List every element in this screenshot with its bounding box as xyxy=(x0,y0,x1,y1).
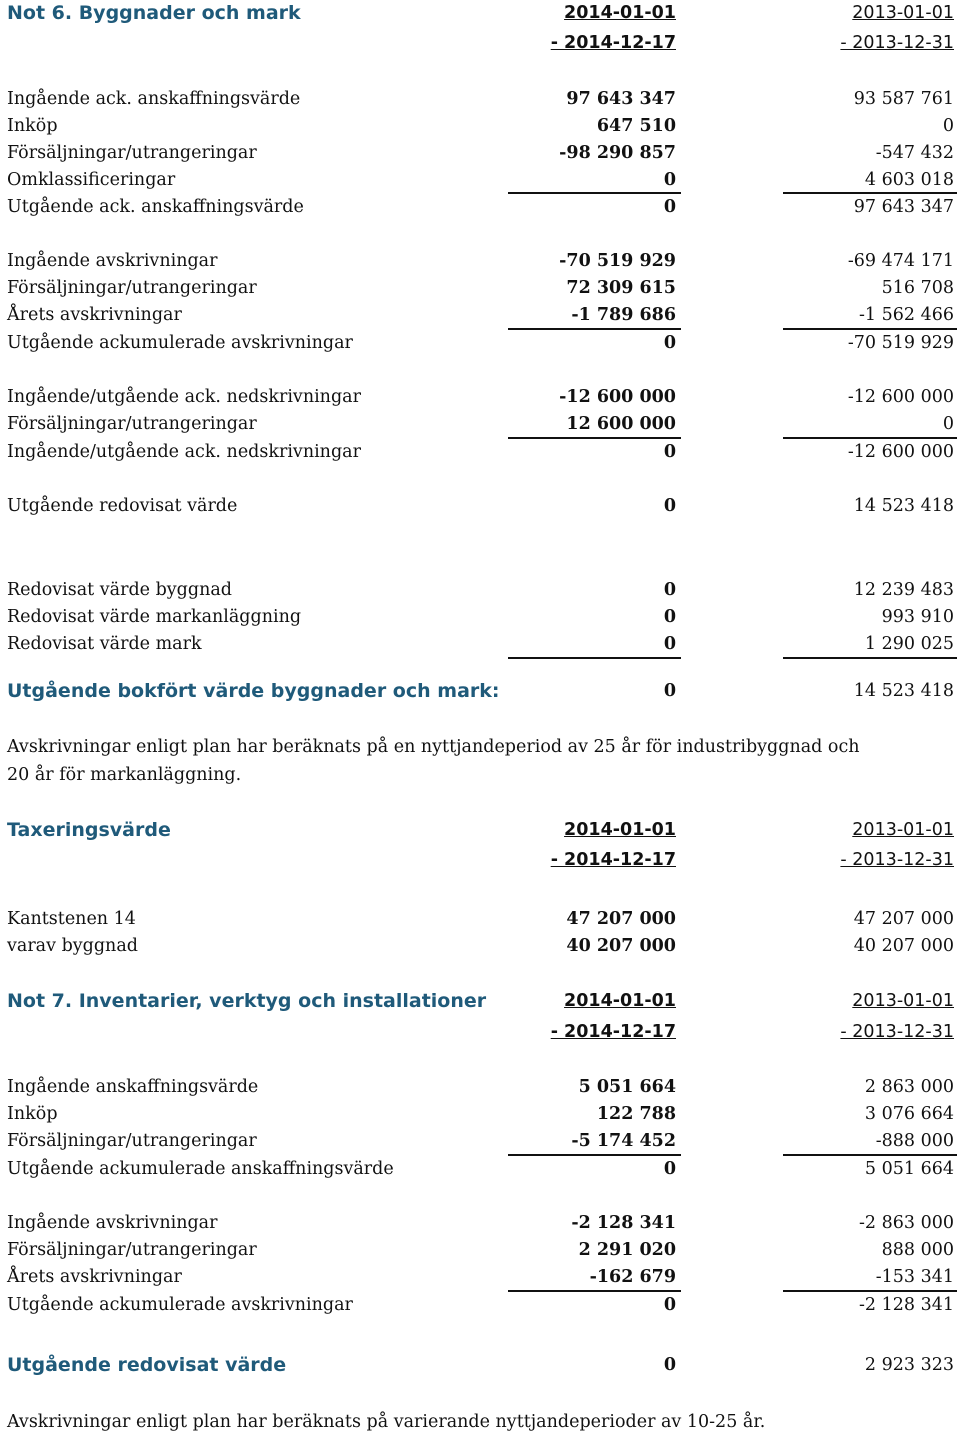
row-value-2014: 0 xyxy=(663,1295,676,1315)
table-row xyxy=(0,1264,960,1291)
row-label: Ingående/utgående ack. nedskrivningar xyxy=(7,387,361,407)
tax-header xyxy=(0,817,960,844)
table-row xyxy=(0,1237,960,1264)
row-value-2014: -70 519 929 xyxy=(559,251,676,271)
table-row xyxy=(0,604,960,631)
row-value-2013: 40 207 000 xyxy=(853,936,954,956)
row-label: Omklassificeringar xyxy=(7,170,176,190)
row-label: Årets avskrivningar xyxy=(7,305,182,325)
row-value-2013: 4 603 018 xyxy=(864,170,954,190)
row-value-2014: 12 600 000 xyxy=(566,414,676,434)
row-value-2014: 47 207 000 xyxy=(566,909,676,929)
note7-total-row xyxy=(0,1352,960,1379)
row-value-2014: 0 xyxy=(663,634,676,654)
table-row xyxy=(0,113,960,140)
row-label: Inköp xyxy=(7,1104,58,1124)
row-label: Utgående redovisat värde xyxy=(7,496,238,516)
row-value-2013: -70 519 929 xyxy=(847,333,954,353)
row-label: Ingående avskrivningar xyxy=(7,1213,218,1233)
row-label: Årets avskrivningar xyxy=(7,1267,182,1287)
tax-header-end xyxy=(0,847,960,874)
tax-title: Taxeringsvärde xyxy=(7,819,171,841)
row-value-2013: -12 600 000 xyxy=(847,387,954,407)
table-row xyxy=(0,493,960,520)
table-row xyxy=(0,577,960,604)
table-row xyxy=(0,1101,960,1128)
row-value-2014: 0 xyxy=(663,1159,676,1179)
row-value-2013: 47 207 000 xyxy=(853,909,954,929)
table-row xyxy=(0,1128,960,1155)
row-label: Redovisat värde markanläggning xyxy=(7,607,302,627)
note7-total-2014: 0 xyxy=(663,1355,676,1375)
table-row xyxy=(0,194,960,221)
table-row xyxy=(0,302,960,329)
table-row xyxy=(0,275,960,302)
row-value-2014: -5 174 452 xyxy=(571,1131,676,1151)
row-value-2013: 97 643 347 xyxy=(853,197,954,217)
row-value-2013: -547 432 xyxy=(875,143,954,163)
row-label: Försäljningar/utrangeringar xyxy=(7,1131,257,1151)
table-row xyxy=(0,1292,960,1319)
row-value-2013: -888 000 xyxy=(875,1131,954,1151)
row-value-2014: 72 309 615 xyxy=(566,278,676,298)
row-label: Försäljningar/utrangeringar xyxy=(7,414,257,434)
note7-total-label: Utgående redovisat värde xyxy=(7,1354,287,1376)
note6-note-line1: Avskrivningar enligt plan har beräknats på en nyttjandeperiod av 25 år för industribyggnad och xyxy=(7,737,860,757)
table-row xyxy=(0,167,960,194)
row-value-2014: 0 xyxy=(663,496,676,516)
note7-period2-start: 2013-01-01 xyxy=(852,991,954,1011)
row-label: Försäljningar/utrangeringar xyxy=(7,278,257,298)
row-value-2013: -2 863 000 xyxy=(859,1213,954,1233)
table-row xyxy=(0,248,960,275)
row-label: Försäljningar/utrangeringar xyxy=(7,1240,257,1260)
row-value-2014: 40 207 000 xyxy=(566,936,676,956)
table-row xyxy=(0,1210,960,1237)
table-row xyxy=(0,411,960,438)
row-value-2013: -1 562 466 xyxy=(859,305,954,325)
row-label: Försäljningar/utrangeringar xyxy=(7,143,257,163)
table-row xyxy=(0,933,960,960)
row-value-2014: -98 290 857 xyxy=(559,143,676,163)
row-value-2014: 2 291 020 xyxy=(578,1240,676,1260)
table-row xyxy=(0,906,960,933)
row-label: Ingående ack. anskaffningsvärde xyxy=(7,89,301,109)
row-value-2014: 122 788 xyxy=(596,1104,676,1124)
row-value-2014: 0 xyxy=(663,333,676,353)
row-value-2014: 0 xyxy=(663,607,676,627)
row-value-2014: -12 600 000 xyxy=(559,387,676,407)
row-value-2014: -1 789 686 xyxy=(571,305,676,325)
note6-period2-start: 2013-01-01 xyxy=(852,3,954,23)
row-value-2014: 0 xyxy=(663,580,676,600)
note6-title: Not 6. Byggnader och mark xyxy=(7,2,301,24)
row-label: Redovisat värde mark xyxy=(7,634,202,654)
row-value-2014: -2 128 341 xyxy=(571,1213,676,1233)
row-value-2013: 5 051 664 xyxy=(864,1159,954,1179)
tax-period2-end: - 2013-12-31 xyxy=(840,850,954,870)
note6-note-line2: 20 år för markanläggning. xyxy=(7,765,242,785)
note6-total-2014: 0 xyxy=(663,681,676,701)
note7-header xyxy=(0,988,960,1015)
row-value-2013: -69 474 171 xyxy=(847,251,954,271)
table-row xyxy=(0,439,960,466)
note7-header-end xyxy=(0,1019,960,1046)
table-row xyxy=(0,631,960,658)
note7-period1-end: - 2014-12-17 xyxy=(550,1022,676,1042)
row-value-2013: 516 708 xyxy=(881,278,954,298)
row-value-2014: 0 xyxy=(663,170,676,190)
row-value-2013: 93 587 761 xyxy=(853,89,954,109)
row-value-2013: -153 341 xyxy=(875,1267,954,1287)
sum-rule xyxy=(508,657,681,659)
row-value-2014: 97 643 347 xyxy=(566,89,676,109)
row-label: varav byggnad xyxy=(7,936,138,956)
note6-total-row xyxy=(0,678,960,705)
row-value-2014: -162 679 xyxy=(589,1267,676,1287)
tax-period1-end: - 2014-12-17 xyxy=(550,850,676,870)
row-value-2013: -12 600 000 xyxy=(847,442,954,462)
row-value-2013: 14 523 418 xyxy=(853,496,954,516)
row-label: Redovisat värde byggnad xyxy=(7,580,232,600)
row-label: Ingående avskrivningar xyxy=(7,251,218,271)
table-row xyxy=(0,1156,960,1183)
row-label: Utgående ack. anskaffningsvärde xyxy=(7,197,304,217)
note6-period2-end: - 2013-12-31 xyxy=(840,33,954,53)
row-value-2013: 12 239 483 xyxy=(853,580,954,600)
row-value-2013: 2 863 000 xyxy=(864,1077,954,1097)
table-row xyxy=(0,1074,960,1101)
note6-header xyxy=(0,0,960,27)
note6-period1-start: 2014-01-01 xyxy=(564,3,676,23)
note7-total-2013: 2 923 323 xyxy=(864,1355,954,1375)
row-label: Kantstenen 14 xyxy=(7,909,136,929)
row-value-2013: -2 128 341 xyxy=(859,1295,954,1315)
note7-title: Not 7. Inventarier, verktyg och installationer xyxy=(7,990,487,1012)
note7-note-line1: Avskrivningar enligt plan har beräknats på varierande nyttjandeperioder av 10-25 år. xyxy=(7,1412,766,1432)
row-value-2014: 5 051 664 xyxy=(578,1077,676,1097)
note7-depreciation-note xyxy=(7,1408,947,1436)
table-row xyxy=(0,384,960,411)
row-value-2013: 3 076 664 xyxy=(864,1104,954,1124)
row-value-2014: 0 xyxy=(663,442,676,462)
note6-header-end xyxy=(0,30,960,57)
row-value-2013: 0 xyxy=(942,414,954,434)
table-row xyxy=(0,330,960,357)
note6-depreciation-note xyxy=(7,733,947,789)
table-row xyxy=(0,86,960,113)
row-label: Utgående ackumulerade anskaffningsvärde xyxy=(7,1159,394,1179)
row-label: Ingående anskaffningsvärde xyxy=(7,1077,259,1097)
row-label: Ingående/utgående ack. nedskrivningar xyxy=(7,442,361,462)
row-label: Utgående ackumulerade avskrivningar xyxy=(7,333,353,353)
row-value-2013: 888 000 xyxy=(881,1240,954,1260)
row-value-2013: 1 290 025 xyxy=(864,634,954,654)
tax-period2-start: 2013-01-01 xyxy=(852,820,954,840)
note6-total-label: Utgående bokfört värde byggnader och mark: xyxy=(7,680,500,702)
sum-rule xyxy=(783,657,957,659)
table-row xyxy=(0,140,960,167)
note7-period1-start: 2014-01-01 xyxy=(564,991,676,1011)
tax-period1-start: 2014-01-01 xyxy=(564,820,676,840)
note6-total-2013: 14 523 418 xyxy=(853,681,954,701)
note7-period2-end: - 2013-12-31 xyxy=(840,1022,954,1042)
row-label: Utgående ackumulerade avskrivningar xyxy=(7,1295,353,1315)
row-value-2014: 0 xyxy=(663,197,676,217)
row-label: Inköp xyxy=(7,116,58,136)
row-value-2013: 0 xyxy=(942,116,954,136)
note6-period1-end: - 2014-12-17 xyxy=(550,33,676,53)
row-value-2014: 647 510 xyxy=(596,116,676,136)
row-value-2013: 993 910 xyxy=(881,607,954,627)
